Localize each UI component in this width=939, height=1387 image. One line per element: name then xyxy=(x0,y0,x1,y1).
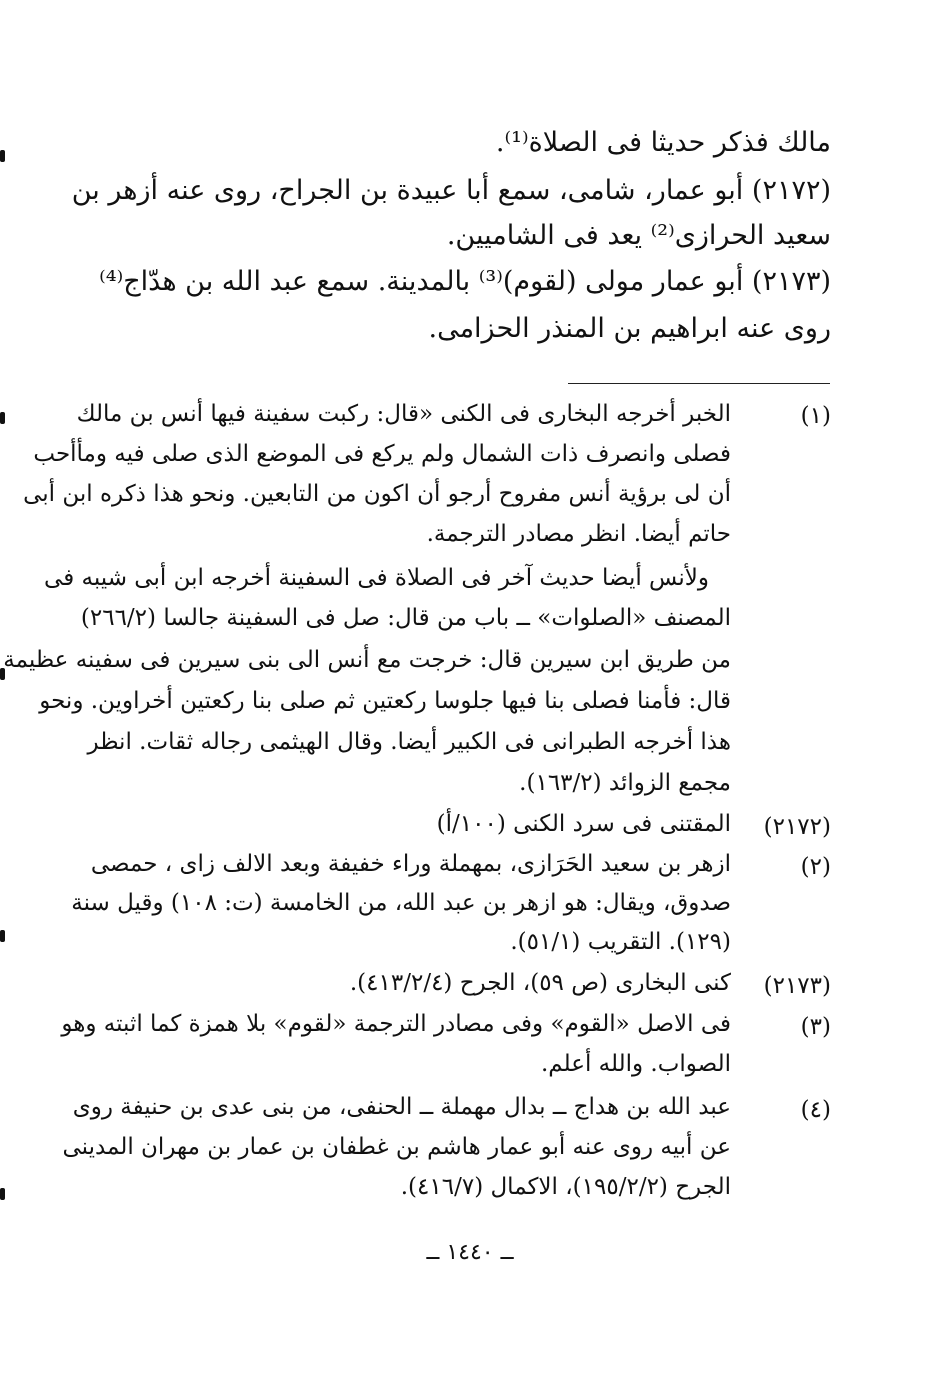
main-text-line: روى عنه ابراهيم بن المنذر الحزامى. xyxy=(428,313,831,344)
footnote-line: هذا أخرجه الطبرانى فى الكبير أيضا. وقال الهيثمى رجاله ثقات. انظر xyxy=(87,729,731,755)
scan-edge-mark xyxy=(0,150,5,162)
footnote-line: (١٢٩). التقريب (٥١/١). xyxy=(510,929,731,955)
main-text-line: (٢١٧٣) أبو عمار مولى (لقوم)⁽³⁾ بالمدينة. سمع عبد الله بن هدّاج⁽⁴⁾ xyxy=(99,266,831,297)
footnote-label: (٢١٧٢) xyxy=(763,814,831,840)
footnote-label: (٢) xyxy=(800,854,831,880)
footnote-label: (١) xyxy=(800,403,831,429)
main-text-line: (٢١٧٢) أبو عمار، شامى، سمع أبا عبيدة بن الجراح، روى عنه أزهر بن xyxy=(71,175,831,206)
footnote-line: ولأنس أيضا حديث آخر فى الصلاة فى السفينة أخرجه ابن أبى شيبه فى xyxy=(44,565,709,591)
footnote-line: فى الاصل «القوم» وفى مصادر الترجمة «لقوم» بلا همزة كما اثبته وهو xyxy=(61,1011,731,1037)
scan-edge-mark xyxy=(0,412,5,424)
footnote-line: من طريق ابن سيرين قال: خرجت مع أنس الى بنى سيرين فى سفينه عظيمة xyxy=(3,647,731,673)
footnote-line: مجمع الزوائد (١٦٣/٢). xyxy=(519,770,731,796)
footnote-line: حاتم أيضا. انظر مصادر الترجمة. xyxy=(426,521,731,547)
footnote-line: الصواب. والله أعلم. xyxy=(541,1051,731,1077)
main-text-line: مالك فذكر حديثا فى الصلاة⁽¹⁾. xyxy=(495,127,831,158)
footnote-line: المصنف «الصلوات» ــ باب من قال: صل فى السفينة جالسا (٢٦٦/٢) xyxy=(80,605,731,631)
scan-edge-mark xyxy=(0,930,5,942)
footnote-label: (٢١٧٣) xyxy=(763,973,831,999)
footnote-line: قال: فأمنا فصلى بنا فيها جلوسا ركعتين ثم صلى بنا ركعتين أخراوين. ونحو xyxy=(39,688,731,714)
footnote-line: صدوق، ويقال: هو ازهر بن عبد الله، من الخامسة (ت: ١٠٨) وقيل سنة xyxy=(71,890,731,916)
main-text-line: سعيد الحرازى⁽²⁾ يعد فى الشاميين. xyxy=(446,220,831,251)
footnote-line: أن لى برؤية أنس مفروح أرجو أن اكون من التابعين. ونحو هذا ذكره ابن أبى xyxy=(23,481,731,507)
footnote-line: كنى البخارى (ص ٥٩)، الجرح (٤١٣/٢/٤). xyxy=(349,970,731,996)
footnote-line: عبد الله بن هداج ــ بدال مهملة ــ الحنفى، من بنى عدى بن حنيفة روى xyxy=(72,1094,731,1120)
footnote-line: عن أبيه روى عنه أبو عمار هاشم بن غطفان بن عمار بن مهران المدينى xyxy=(62,1134,731,1160)
footnote-line: الجرح (١٩٥/٢/٢)، الاكمال (٤١٦/٧). xyxy=(400,1174,731,1200)
footnote-line: ازهر بن سعيد الحَرَازى، بمهملة وراء خفيفة وبعد الالف زاى ، حمصى xyxy=(90,851,731,877)
page-number: ــ ١٤٤٠ ــ xyxy=(426,1240,514,1265)
scan-edge-mark xyxy=(0,1188,5,1200)
footnote-line: الخبر أخرجه البخارى فى الكنى «قال: ركبت سفينة فيها أنس بن مالك xyxy=(76,401,731,427)
footnote-label: (٤) xyxy=(800,1097,831,1123)
footnote-separator xyxy=(568,383,830,384)
footnote-line: فصلى وانصرف ذات الشمال ولم يركع فى الموضع الذى صلى فيه ومأأحب xyxy=(33,441,731,467)
footnote-label: (٣) xyxy=(800,1014,831,1040)
footnote-line: المقتنى فى سرد الكنى (١٠٠/أ) xyxy=(436,811,731,837)
